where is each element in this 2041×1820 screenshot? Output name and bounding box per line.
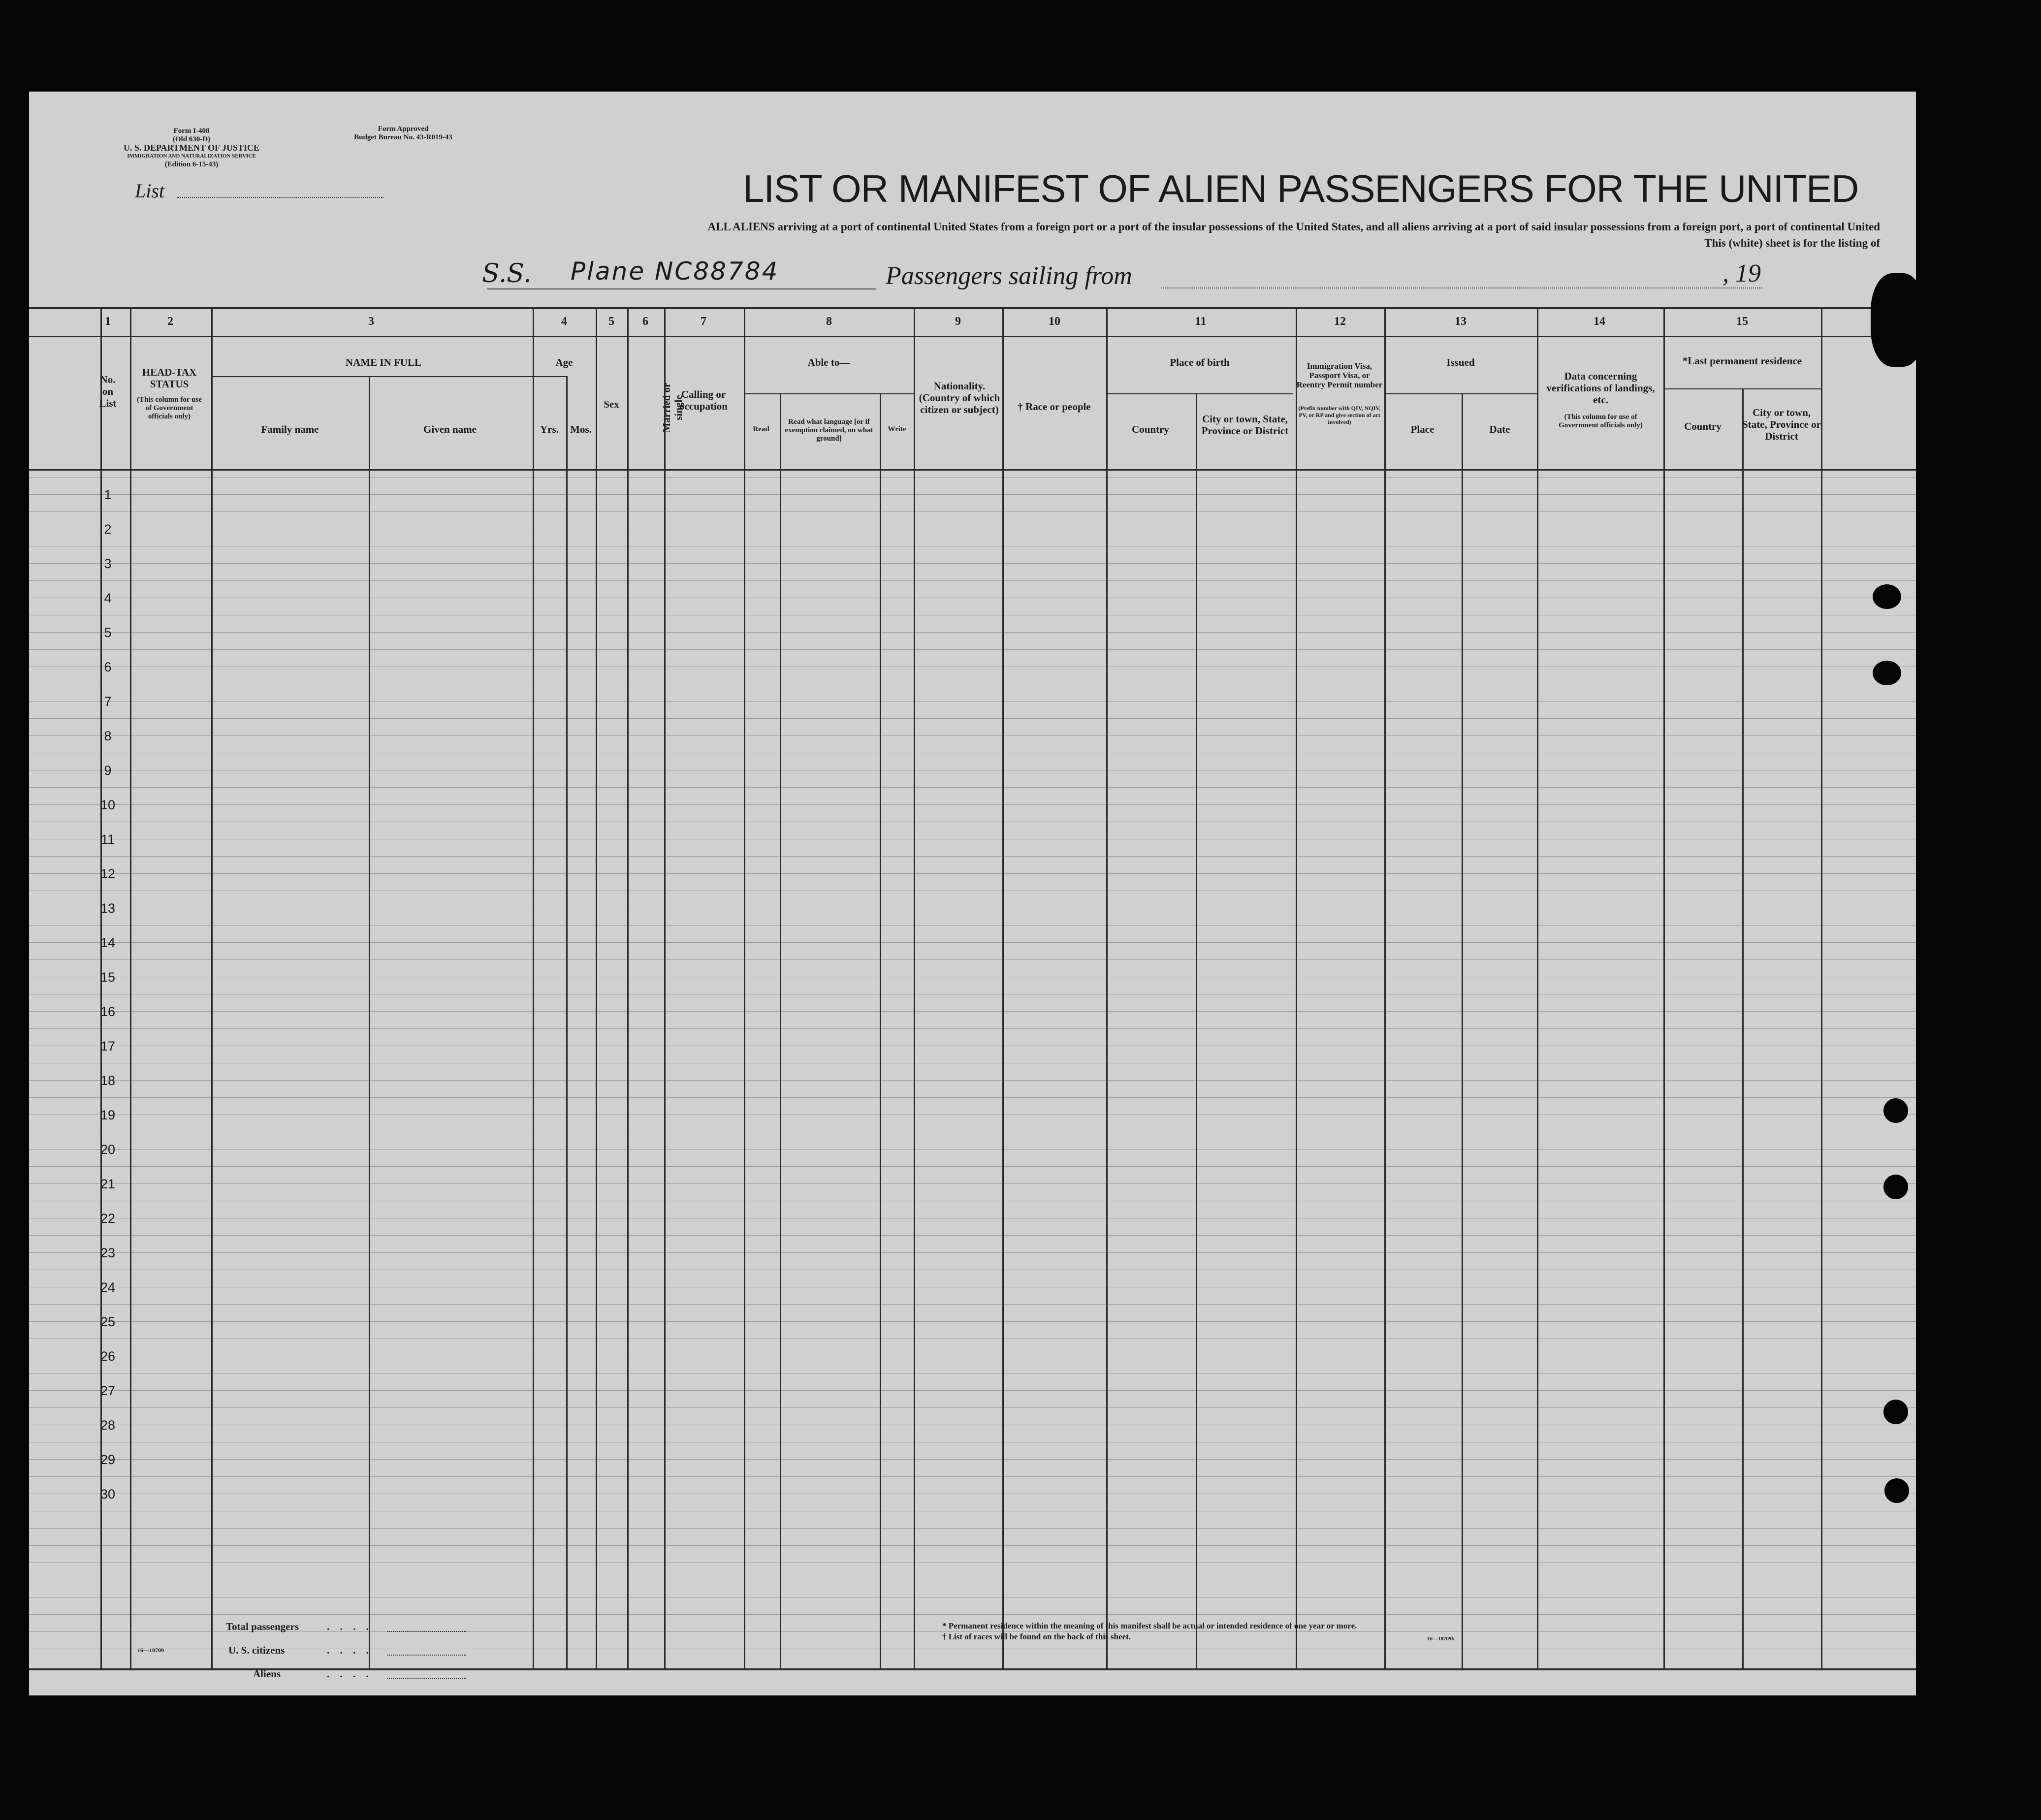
ruled-line xyxy=(29,477,1916,478)
table-top-border xyxy=(29,307,1916,309)
ruled-line xyxy=(29,873,1916,874)
column-line xyxy=(914,307,915,1670)
row-number: 9 xyxy=(104,763,112,778)
row-number: 30 xyxy=(100,1487,116,1501)
header-sex: Sex xyxy=(604,398,619,410)
header-read-language: Read what language [or if exemption claimed, on what ground] xyxy=(785,418,873,443)
ruled-line xyxy=(29,1011,1916,1012)
page-title: LIST OR MANIFEST OF ALIEN PASSENGERS FOR THE UNITED xyxy=(743,167,1859,210)
header-bottom-border xyxy=(29,469,1916,471)
ruled-line xyxy=(29,1166,1916,1167)
header-mos: Mos. xyxy=(570,423,592,435)
column-line xyxy=(627,307,629,1670)
header-res-country: Country xyxy=(1684,420,1722,432)
row-number: 13 xyxy=(100,901,116,916)
birth-subheader-line xyxy=(1106,393,1293,394)
ruled-line xyxy=(29,563,1916,564)
column-line xyxy=(1821,307,1822,1670)
issued-subheader-line xyxy=(1384,393,1537,394)
header-married-single: Married or single xyxy=(661,383,684,433)
column-line xyxy=(744,307,745,1670)
header-birth-country: Country xyxy=(1132,423,1169,435)
row-number: 20 xyxy=(100,1142,116,1157)
row-number: 7 xyxy=(104,694,112,709)
header-issued: Issued xyxy=(1446,356,1475,368)
ruled-line xyxy=(29,1028,1916,1029)
column-line xyxy=(780,393,781,1670)
header-head-tax-note: (This column for use of Government officials only) xyxy=(137,396,202,420)
punch-hole-1 xyxy=(1873,584,1901,609)
ruled-line xyxy=(29,787,1916,788)
column-number: 15 xyxy=(1736,315,1748,328)
subtitle-line-1: ALL ALIENS arriving at a port of continental United States from a foreign port or a port of the insular possessions of the United States, and all aliens arriving at a port of said insular possessions from a foreign port, a port of continental United xyxy=(707,221,1880,233)
ruled-line xyxy=(29,1097,1916,1098)
ss-prefix: S.S. xyxy=(482,259,532,288)
column-line xyxy=(1002,307,1004,1670)
row-number: 21 xyxy=(100,1177,116,1191)
punch-hole-3 xyxy=(1883,1098,1908,1123)
footnote-residence: * Permanent residence within the meaning of this manifest shall be actual or intended residence of one year or more. xyxy=(942,1621,1357,1630)
ruled-line xyxy=(29,1545,1916,1546)
row-number: 24 xyxy=(100,1280,116,1295)
row-number: 15 xyxy=(100,970,116,985)
row-number: 16 xyxy=(100,1004,116,1019)
ruled-line xyxy=(29,1080,1916,1081)
ruled-line xyxy=(29,925,1916,926)
ruled-line xyxy=(29,959,1916,960)
us-citizens-label: U. S. citizens xyxy=(228,1644,285,1656)
row-number: 8 xyxy=(104,729,112,743)
total-blank xyxy=(387,1631,466,1632)
old-form: (Old 630-D) xyxy=(172,135,211,143)
row-number: 22 xyxy=(100,1211,116,1226)
column-line xyxy=(1663,307,1665,1670)
column-number: 2 xyxy=(167,315,173,328)
list-label: List xyxy=(135,180,165,202)
edition: (Edition 6-15-43) xyxy=(164,160,219,168)
header-age: Age xyxy=(555,356,573,368)
row-number: 10 xyxy=(100,798,116,812)
citizens-dots: . . . . xyxy=(327,1644,373,1656)
row-number: 1 xyxy=(104,487,112,502)
ship-name-handwritten: Plane NC88784 xyxy=(571,257,779,286)
header-visa-note: (Prefix number with QIV, NQIV, PV, or RP and give section of act involved) xyxy=(1298,405,1381,425)
ruled-line xyxy=(29,804,1916,805)
column-line xyxy=(664,307,666,1670)
form-approved: Form Approved xyxy=(378,125,429,133)
header-name-in-full: NAME IN FULL xyxy=(345,356,421,368)
column-number: 10 xyxy=(1049,315,1060,328)
column-line xyxy=(533,307,534,1670)
row-number: 4 xyxy=(104,591,112,606)
column-line xyxy=(1196,393,1197,1670)
subtitle-line-2: This (white) sheet is for the listing of xyxy=(1704,237,1880,249)
header-calling: Calling or occupation xyxy=(679,388,728,412)
ruled-line xyxy=(29,494,1916,495)
row-number: 26 xyxy=(100,1349,116,1364)
header-race: † Race or people xyxy=(1018,401,1091,413)
row-number: 5 xyxy=(104,625,112,640)
aliens-dots: . . . . xyxy=(327,1668,373,1680)
print-code-2: 16—18709b xyxy=(1427,1636,1455,1642)
form-info xyxy=(108,127,275,169)
passengers-sailing-label: Passengers sailing from xyxy=(886,262,1132,290)
header-head-tax: HEAD-TAX STATUS xyxy=(142,366,197,390)
column-number: 11 xyxy=(1195,315,1207,328)
column-number: 13 xyxy=(1455,315,1467,328)
column-line xyxy=(211,307,213,1670)
header-yrs: Yrs. xyxy=(540,423,559,435)
header-write: Write xyxy=(888,425,906,433)
header-issued-place: Place xyxy=(1410,423,1435,435)
row-number: 17 xyxy=(100,1039,116,1054)
row-number: 29 xyxy=(100,1452,116,1467)
column-number-divider xyxy=(29,336,1916,337)
approval-info xyxy=(324,125,482,142)
column-number: 7 xyxy=(701,315,706,328)
citizens-blank xyxy=(387,1655,466,1656)
header-data-concerning: Data concerning verifications of landings, etc. xyxy=(1546,370,1655,406)
footnote-races: † List of races will be found on the back of this sheet. xyxy=(942,1632,1131,1641)
header-place-of-birth: Place of birth xyxy=(1170,356,1230,368)
header-given-name: Given name xyxy=(423,423,477,435)
column-line xyxy=(1106,307,1108,1670)
row-number: 25 xyxy=(100,1314,116,1329)
column-line xyxy=(1462,393,1463,1670)
header-birth-city: City or town, State, Province or District xyxy=(1201,413,1289,437)
ruled-line xyxy=(29,511,1916,512)
ruled-line xyxy=(29,942,1916,943)
ruled-line xyxy=(29,1614,1916,1615)
row-number: 19 xyxy=(100,1108,116,1122)
budget-bureau: Budget Bureau No. 43-R019-43 xyxy=(354,133,452,141)
header-res-city: City or town, State, Province or District xyxy=(1742,407,1821,442)
column-number: 4 xyxy=(561,315,567,328)
header-last-residence: *Last permanent residence xyxy=(1682,355,1802,367)
header-issued-date: Date xyxy=(1489,423,1510,435)
ruled-line xyxy=(29,1528,1916,1529)
row-number: 6 xyxy=(104,660,112,674)
ruled-line xyxy=(29,735,1916,736)
header-no-on-list: No. on List xyxy=(99,374,117,409)
column-number: 9 xyxy=(955,315,961,328)
column-number: 6 xyxy=(642,315,648,328)
sailing-from-line xyxy=(1161,287,1526,288)
ruled-line xyxy=(29,1321,1916,1322)
ruled-line xyxy=(29,1252,1916,1253)
ruled-line xyxy=(29,701,1916,702)
ruled-line xyxy=(29,632,1916,633)
ruled-line xyxy=(29,1390,1916,1391)
column-number: 14 xyxy=(1594,315,1605,328)
ruled-line xyxy=(29,1459,1916,1460)
column-number: 5 xyxy=(608,315,614,328)
column-line xyxy=(130,307,131,1670)
header-read: Read xyxy=(753,425,769,433)
name-subheader-line xyxy=(211,376,556,377)
row-number: 18 xyxy=(100,1073,116,1088)
ruled-line xyxy=(29,1407,1916,1408)
header-nationality: Nationality. (Country of which citizen or subject) xyxy=(919,380,1000,415)
row-number: 27 xyxy=(100,1383,116,1398)
service: IMMIGRATION AND NATURALIZATION SERVICE xyxy=(127,153,256,159)
column-line xyxy=(566,376,568,1670)
total-dots: . . . . xyxy=(327,1621,373,1632)
print-code: 16—18709 xyxy=(137,1647,164,1654)
row-number: 12 xyxy=(100,866,116,881)
column-line xyxy=(1296,307,1297,1670)
column-number: 1 xyxy=(105,315,111,328)
row-number: 23 xyxy=(100,1245,116,1260)
column-line xyxy=(1384,307,1386,1670)
ruled-line xyxy=(29,580,1916,581)
column-number: 12 xyxy=(1334,315,1346,328)
header-visa: Immigration Visa, Passport Visa, or Reentry Permit number xyxy=(1296,361,1383,389)
ruled-line xyxy=(29,1183,1916,1184)
header-data-note: (This column for use of Government officials only) xyxy=(1559,413,1643,429)
column-line xyxy=(1742,388,1744,1670)
ruled-line xyxy=(29,856,1916,857)
torn-edge-blot xyxy=(1871,273,1925,367)
column-number: 8 xyxy=(826,315,832,328)
ruled-line xyxy=(29,1235,1916,1236)
total-passengers-label: Total passengers xyxy=(226,1621,299,1632)
header-able-to: Able to— xyxy=(807,356,850,368)
ship-name-line xyxy=(487,288,876,289)
header-family-name: Family name xyxy=(261,423,319,435)
row-number: 2 xyxy=(104,522,112,537)
punch-hole-2 xyxy=(1873,661,1901,685)
age-subheader-line xyxy=(533,376,567,377)
ruled-line xyxy=(29,649,1916,650)
ruled-line xyxy=(29,1304,1916,1305)
list-line xyxy=(177,197,383,198)
department: U. S. DEPARTMENT OF JUSTICE xyxy=(123,143,260,153)
form-number: Form I-408 xyxy=(173,127,210,135)
column-line xyxy=(596,307,597,1670)
manifest-sheet xyxy=(29,92,1916,1695)
row-number: 28 xyxy=(100,1418,116,1433)
punch-hole-4 xyxy=(1883,1175,1908,1199)
column-number: 3 xyxy=(368,315,374,328)
column-line xyxy=(880,393,881,1670)
ruled-line xyxy=(29,1476,1916,1477)
manifest-table xyxy=(29,307,1916,1670)
punch-hole-6 xyxy=(1884,1478,1909,1503)
aliens-label: Aliens xyxy=(253,1668,281,1680)
row-number: 3 xyxy=(104,556,112,571)
year-label: , 19 xyxy=(1722,259,1761,287)
punch-hole-5 xyxy=(1883,1400,1908,1424)
aliens-blank xyxy=(387,1678,466,1679)
table-bottom-border xyxy=(29,1668,1916,1670)
ruled-line xyxy=(29,718,1916,719)
column-line xyxy=(1537,307,1538,1670)
row-number: 14 xyxy=(100,935,116,950)
able-subheader-line xyxy=(744,393,914,394)
column-line xyxy=(369,376,370,1670)
row-number: 11 xyxy=(100,832,115,847)
